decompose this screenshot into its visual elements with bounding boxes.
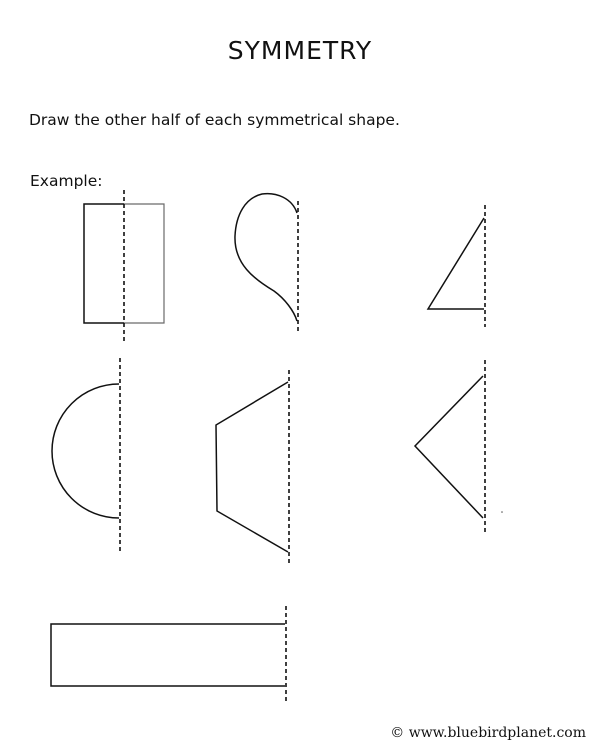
semicircle-outline <box>52 384 119 518</box>
teardrop-outline <box>235 194 297 321</box>
long-rectangle-outline <box>51 624 285 686</box>
teardrop-half-figure <box>235 194 298 333</box>
stray-dot <box>501 511 503 513</box>
trapezoid-half-figure <box>216 370 289 565</box>
long-rectangle-half-figure <box>51 606 286 704</box>
copyright-notice[interactable]: © www.bluebirdplanet.com <box>390 725 586 741</box>
isosceles-triangle-outline <box>415 376 483 518</box>
instruction-text: Draw the other half of each symmetrical shape. <box>29 111 400 129</box>
trapezoid-outline <box>216 382 288 552</box>
example-rectangle-left-half <box>84 204 124 323</box>
example-rectangle-right-half <box>124 204 164 323</box>
isosceles-triangle-half-figure <box>415 360 503 535</box>
right-triangle-outline <box>428 218 484 309</box>
example-rectangle <box>84 190 164 342</box>
worksheet-title: SYMMETRY <box>227 36 373 65</box>
example-label: Example: <box>30 172 103 190</box>
right-triangle-half-figure <box>428 205 485 327</box>
semicircle-half-figure <box>52 358 120 552</box>
